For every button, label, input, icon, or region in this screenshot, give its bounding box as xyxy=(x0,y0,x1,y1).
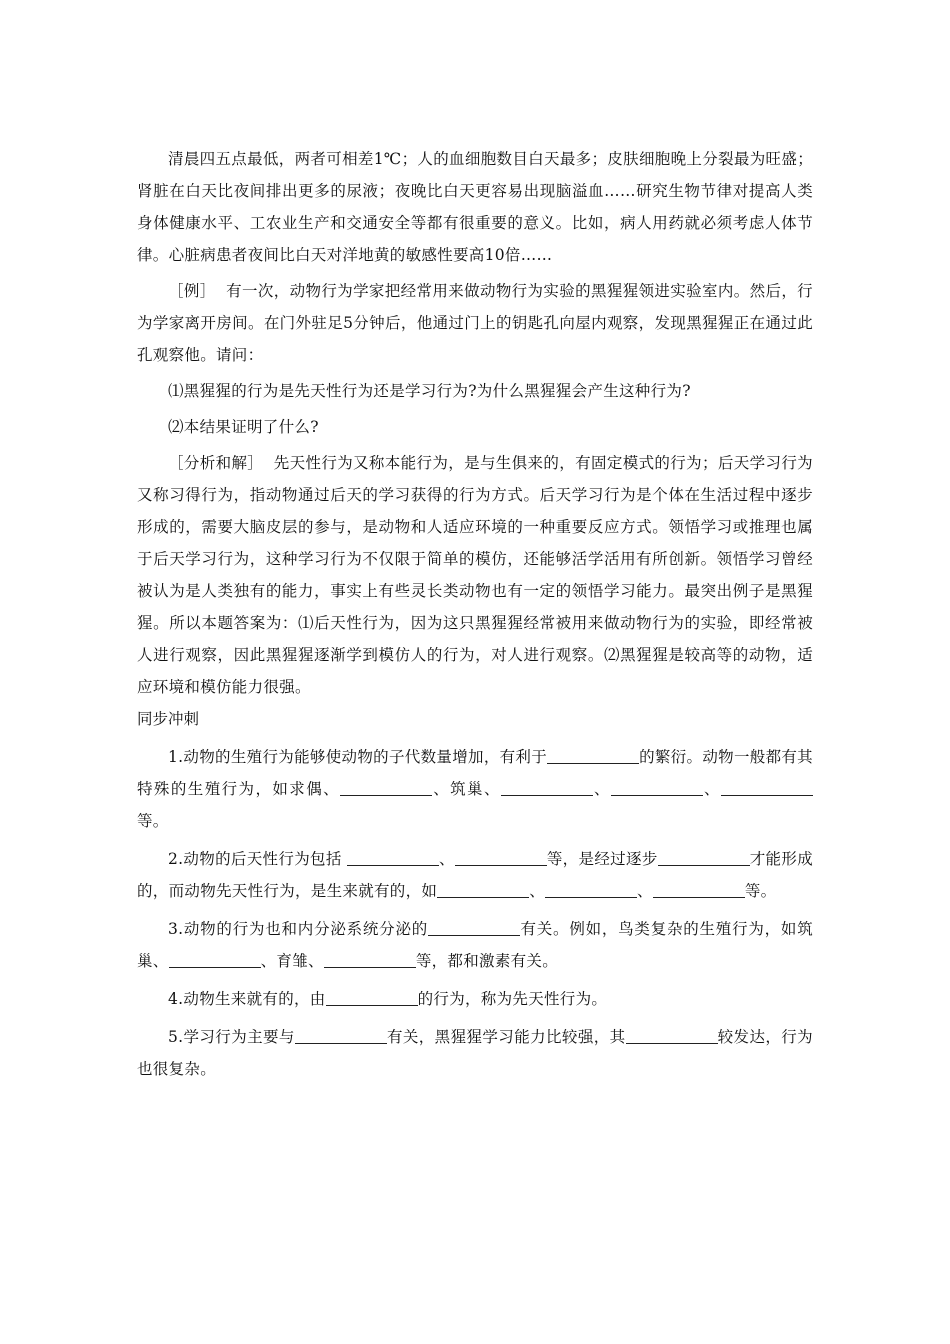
question-1-part-d: 、 xyxy=(592,780,611,798)
analysis-paragraph xyxy=(137,447,813,703)
question-2-part-b: 、 xyxy=(438,850,455,868)
document-page xyxy=(137,143,813,1085)
example-paragraph xyxy=(137,275,813,371)
intro-paragraph: 清晨四五点最低，两者可相差1℃；人的血细胞数目白天最多；皮肤细胞晚上分裂最为旺盛；肾脏在白天比夜间排出更多的尿液；夜晚比白天更容易出现脑溢血……研究生物节律对提高人类身体健康水平、工农业生产和交通安全等都有很重要的意义。比如，病人用药就必须考虑人体节律。心脏病患者夜间比白天对洋地黄的敏感性要高10倍…… xyxy=(137,150,813,264)
answer-blank[interactable] xyxy=(169,949,261,968)
question-4 xyxy=(137,983,813,1015)
example-question-2: ⑵本结果证明了什么? xyxy=(168,418,319,436)
question-3-part-c: 、育雏、 xyxy=(260,952,324,970)
answer-blank[interactable] xyxy=(626,1025,718,1044)
answer-blank[interactable] xyxy=(545,879,637,898)
question-2 xyxy=(137,843,813,907)
question-2-part-f: 、 xyxy=(637,882,653,900)
answer-blank[interactable] xyxy=(295,1025,387,1044)
question-3-part-d: 等，都和激素有关。 xyxy=(415,952,559,970)
question-2-part-e: 、 xyxy=(529,882,546,900)
answer-blank[interactable] xyxy=(611,777,703,796)
section-title: 同步冲刺 xyxy=(137,710,200,728)
answer-blank[interactable] xyxy=(428,917,520,936)
question-3 xyxy=(137,913,813,977)
analysis-text: 先天性行为又称本能行为，是与生俱来的，有固定模式的行为；后天学习行为又称习得行为，指动物通过后天的学习获得的行为方式。后天学习行为是个体在生活过程中逐步形成的，需要大脑皮层的参与，是动物和人适应环境的一种重要反应方式。领悟学习或推理也属于后天学习行为，这种学习行为不仅限于简单的模仿，还能够活学活用有所创新。领悟学习曾经被认为是人类独有的能力，事实上有些灵长类动物也有一定的领悟学习能力。最突出例子是黑猩猩。所以本题答案为：⑴后天性行为，因为这只黑猩猩经常被用来做动物行为的实验，即经常被人进行观察，因此黑猩猩逐渐学到模仿人的行为，对人进行观察。⑵黑猩猩是较高等的动物，适应环境和模仿能力很强。 xyxy=(137,454,813,696)
question-5 xyxy=(137,1021,813,1085)
question-4-part-a: 4.动物生来就有的，由 xyxy=(168,990,326,1008)
question-1-part-e: 、 xyxy=(702,780,721,798)
question-3-part-a: 3.动物的行为也和内分泌系统分泌的 xyxy=(168,920,429,938)
answer-blank[interactable] xyxy=(547,745,639,764)
question-1-part-a: 1.动物的生殖行为能够使动物的子代数量增加，有利于 xyxy=(168,748,548,766)
question-5-part-b: 有关，黑猩猩学习能力比较强，其 xyxy=(386,1028,626,1046)
question-3-part-b: 有关。例如，鸟类复杂的生殖行为，如筑巢、 xyxy=(137,920,813,970)
question-1-part-b: 的繁衍。动物一般都有其特殊的生殖行为，如求偶、 xyxy=(137,748,813,798)
answer-blank[interactable] xyxy=(326,987,418,1006)
question-1-part-f: 等。 xyxy=(137,812,169,830)
answer-blank[interactable] xyxy=(653,879,745,898)
question-2-part-g: 等。 xyxy=(744,882,777,900)
example-tag: ［例］ xyxy=(168,282,216,300)
example-question-1: ⑴黑猩猩的行为是先天性行为还是学习行为?为什么黑猩猩会产生这种行为? xyxy=(168,382,691,400)
answer-blank[interactable] xyxy=(324,949,416,968)
question-5-part-a: 5.学习行为主要与 xyxy=(168,1028,295,1046)
answer-blank[interactable] xyxy=(658,847,750,866)
question-1 xyxy=(137,741,813,837)
example-text: 有一次，动物行为学家把经常用来做动物行为实验的黑猩猩领进实验室内。然后，行为学家离开房间。在门外驻足5分钟后，他通过门上的钥匙孔向屋内观察，发现黑猩猩正在通过此孔观察他。请问： xyxy=(137,282,813,364)
answer-blank[interactable] xyxy=(347,847,439,866)
question-2-part-a: 2.动物的后天性行为包括 xyxy=(168,850,347,868)
answer-blank[interactable] xyxy=(455,847,547,866)
answer-blank[interactable] xyxy=(501,777,593,796)
question-2-part-d: 才能形成的，而动物先天性行为，是生来就有的，如 xyxy=(137,850,813,900)
question-1-part-c: 、筑巢、 xyxy=(432,780,501,798)
answer-blank[interactable] xyxy=(437,879,529,898)
question-2-part-c: 等，是经过逐步 xyxy=(546,850,658,868)
analysis-tag: ［分析和解］ xyxy=(168,454,264,472)
question-5-part-c: 较发达，行为也很复杂。 xyxy=(137,1028,813,1078)
question-4-part-b: 的行为，称为先天性行为。 xyxy=(417,990,608,1008)
answer-blank[interactable] xyxy=(340,777,432,796)
answer-blank[interactable] xyxy=(721,777,813,796)
